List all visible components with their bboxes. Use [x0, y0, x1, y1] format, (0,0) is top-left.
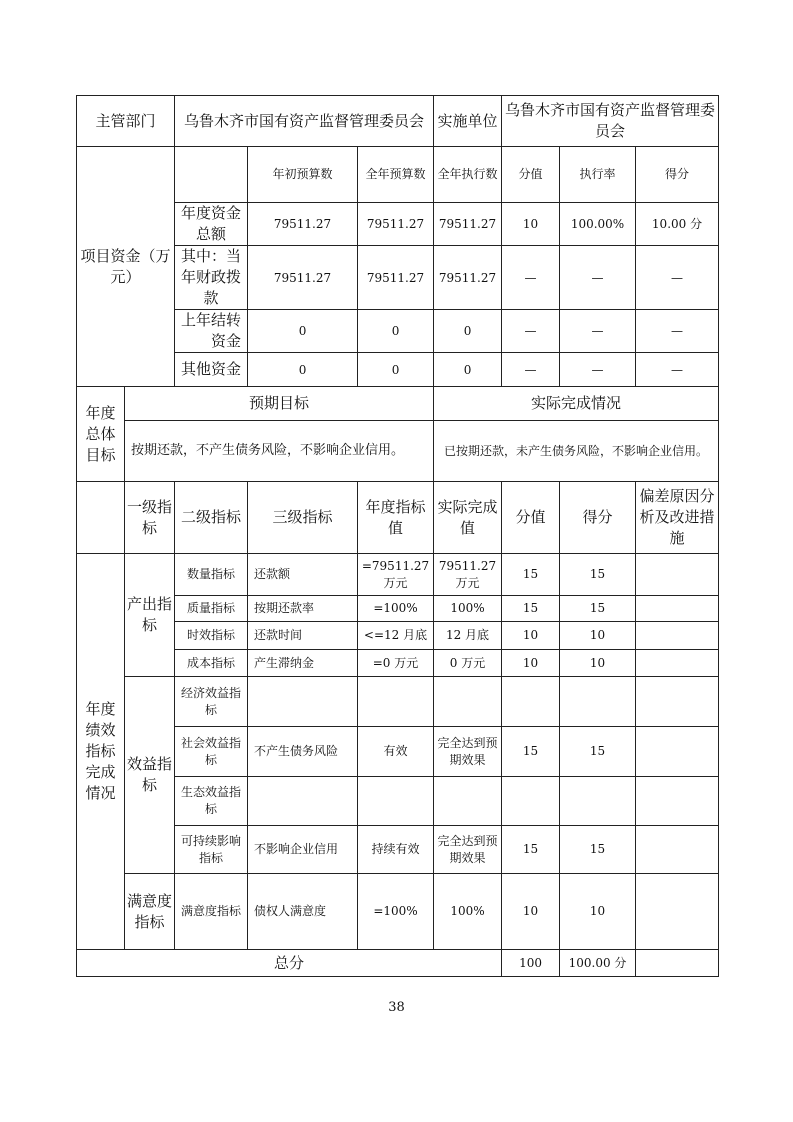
reason-cell: [636, 874, 719, 950]
impl-value: 乌鲁木齐市国有资产监督管理委员会: [502, 96, 719, 147]
got-cell: 10: [560, 622, 636, 650]
level3-cell: 不产生债务风险: [248, 727, 358, 777]
score-cell: 15: [502, 727, 560, 777]
funds-cell: —: [502, 246, 560, 310]
target-cell: <=12 月底: [358, 622, 434, 650]
funds-cell: 0: [358, 310, 434, 353]
funds-label: 项目资金（万元）: [77, 147, 175, 387]
funds-cell: 0: [434, 310, 502, 353]
level2-cell: 成本指标: [175, 650, 248, 677]
level3-cell: 不影响企业信用: [248, 826, 358, 874]
target-cell: 有效: [358, 727, 434, 777]
goals-label: 年度总体目标: [77, 387, 125, 482]
page-number: 38: [388, 1000, 405, 1015]
reason-cell: [636, 554, 719, 596]
funds-row-name: 上年结转资金: [175, 310, 248, 353]
target-cell: [358, 677, 434, 727]
level3-cell: 债权人满意度: [248, 874, 358, 950]
expected-text: 按期还款，不产生债务风险，不影响企业信用。: [125, 421, 434, 482]
funds-cell: 0: [434, 353, 502, 387]
got-cell: 10: [560, 874, 636, 950]
level2-cell: 可持续影响指标: [175, 826, 248, 874]
actual-text: 已按期还款，未产生债务风险，不影响企业信用。: [434, 421, 719, 482]
funds-corner: [175, 147, 248, 203]
funds-cell: 100.00%: [560, 203, 636, 246]
reason-cell: [636, 622, 719, 650]
funds-cell: 0: [248, 353, 358, 387]
funds-col-header: 全年执行数: [434, 147, 502, 203]
dept-label: 主管部门: [77, 96, 175, 147]
funds-cell: 10.00 分: [636, 203, 719, 246]
funds-row-name: 年度资金总额: [175, 203, 248, 246]
actual-header: 实际完成情况: [434, 387, 719, 421]
level1-label: 产出指标: [125, 554, 175, 677]
score-cell: 10: [502, 650, 560, 677]
dept-value: 乌鲁木齐市国有资产监督管理委员会: [175, 96, 434, 147]
indicator-header: 分值: [502, 482, 560, 554]
level3-cell: [248, 677, 358, 727]
funds-cell: —: [636, 353, 719, 387]
funds-cell: —: [502, 310, 560, 353]
level2-cell: 社会效益指标: [175, 727, 248, 777]
funds-col-header: 全年预算数: [358, 147, 434, 203]
indicator-header: 偏差原因分析及改进措施: [636, 482, 719, 554]
level3-cell: 还款额: [248, 554, 358, 596]
funds-row-name: 其他资金: [175, 353, 248, 387]
level1-label: 效益指标: [125, 677, 175, 874]
indicator-corner: [77, 482, 125, 554]
level2-cell: 满意度指标: [175, 874, 248, 950]
target-cell: =100%: [358, 874, 434, 950]
got-cell: [560, 777, 636, 826]
funds-cell: 79511.27: [358, 203, 434, 246]
total-label: 总分: [77, 950, 502, 977]
score-cell: 15: [502, 826, 560, 874]
expected-header: 预期目标: [125, 387, 434, 421]
level1-label: 满意度指标: [125, 874, 175, 950]
got-cell: 15: [560, 596, 636, 622]
level2-cell: 数量指标: [175, 554, 248, 596]
target-cell: =79511.27万元: [358, 554, 434, 596]
funds-cell: 79511.27: [248, 203, 358, 246]
funds-cell: —: [636, 246, 719, 310]
funds-cell: 79511.27: [248, 246, 358, 310]
target-cell: =0 万元: [358, 650, 434, 677]
reason-cell: [636, 727, 719, 777]
score-cell: 10: [502, 622, 560, 650]
actual-cell: 完全达到预期效果: [434, 727, 502, 777]
section-label: 年度绩效指标完成情况: [77, 554, 125, 950]
score-cell: 15: [502, 596, 560, 622]
funds-cell: —: [560, 353, 636, 387]
got-cell: 15: [560, 727, 636, 777]
actual-cell: 0 万元: [434, 650, 502, 677]
actual-cell: 完全达到预期效果: [434, 826, 502, 874]
funds-cell: 10: [502, 203, 560, 246]
indicator-header: 二级指标: [175, 482, 248, 554]
performance-table: [76, 95, 719, 977]
level2-cell: 经济效益指标: [175, 677, 248, 727]
funds-cell: 0: [248, 310, 358, 353]
reason-cell: [636, 777, 719, 826]
indicator-header: 三级指标: [248, 482, 358, 554]
funds-cell: 79511.27: [434, 246, 502, 310]
actual-cell: 79511.27万元: [434, 554, 502, 596]
level2-cell: 质量指标: [175, 596, 248, 622]
score-cell: 10: [502, 874, 560, 950]
level3-cell: [248, 777, 358, 826]
got-cell: 15: [560, 826, 636, 874]
actual-cell: 12 月底: [434, 622, 502, 650]
actual-cell: 100%: [434, 874, 502, 950]
target-cell: =100%: [358, 596, 434, 622]
level3-cell: 产生滞纳金: [248, 650, 358, 677]
score-cell: [502, 777, 560, 826]
total-got: 100.00 分: [560, 950, 636, 977]
funds-col-header: 得分: [636, 147, 719, 203]
target-cell: [358, 777, 434, 826]
funds-col-header: 执行率: [560, 147, 636, 203]
funds-col-header: 年初预算数: [248, 147, 358, 203]
reason-cell: [636, 677, 719, 727]
level2-cell: 时效指标: [175, 622, 248, 650]
indicator-header: 年度指标值: [358, 482, 434, 554]
got-cell: [560, 677, 636, 727]
impl-label: 实施单位: [434, 96, 502, 147]
level3-cell: 按期还款率: [248, 596, 358, 622]
actual-cell: 100%: [434, 596, 502, 622]
reason-cell: [636, 650, 719, 677]
indicator-header: 一级指标: [125, 482, 175, 554]
got-cell: 10: [560, 650, 636, 677]
indicator-header: 得分: [560, 482, 636, 554]
reason-cell: [636, 596, 719, 622]
indicator-header: 实际完成值: [434, 482, 502, 554]
funds-cell: 79511.27: [434, 203, 502, 246]
total-reason: [636, 950, 719, 977]
score-cell: [502, 677, 560, 727]
actual-cell: [434, 677, 502, 727]
level3-cell: 还款时间: [248, 622, 358, 650]
funds-cell: —: [560, 246, 636, 310]
target-cell: 持续有效: [358, 826, 434, 874]
funds-col-header: 分值: [502, 147, 560, 203]
funds-cell: —: [636, 310, 719, 353]
level2-cell: 生态效益指标: [175, 777, 248, 826]
score-cell: 15: [502, 554, 560, 596]
reason-cell: [636, 826, 719, 874]
actual-cell: [434, 777, 502, 826]
got-cell: 15: [560, 554, 636, 596]
funds-cell: —: [502, 353, 560, 387]
funds-row-name: 其中：当年财政拨款: [175, 246, 248, 310]
funds-cell: 0: [358, 353, 434, 387]
funds-cell: —: [560, 310, 636, 353]
funds-cell: 79511.27: [358, 246, 434, 310]
total-score: 100: [502, 950, 560, 977]
